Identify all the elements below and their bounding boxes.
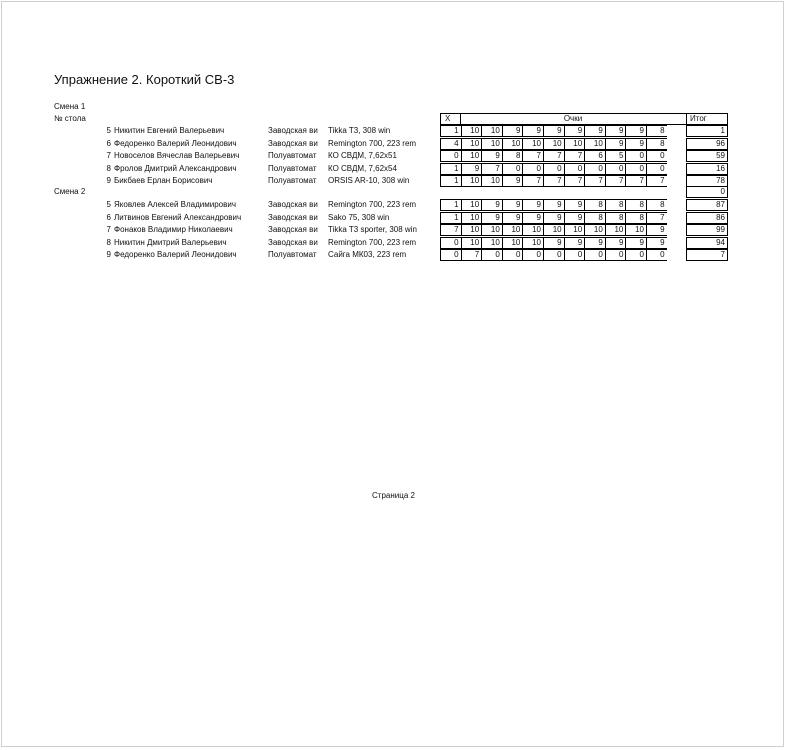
rifle-model: Remington 700, 223 rem [328,200,417,209]
shooter-name: Фролов Дмитрий Александрович [114,163,237,173]
score-cell: 9 [625,138,646,150]
score-cell: 10 [502,224,523,236]
score-cell: 10 [461,138,482,150]
score-cell: 10 [461,150,482,162]
score-cell: 0 [564,163,585,175]
score-cell: 8 [646,125,667,137]
table-number: 8 [106,163,111,173]
score-cell: 10 [564,138,585,150]
score-cell: 7 [605,175,626,187]
score-cell: 8 [625,199,646,211]
score-cell: 9 [461,163,482,175]
header-points: Очки [460,113,687,125]
total-cell: 1 [686,125,728,137]
x-count-cell: 0 [440,150,461,162]
table-row [0,138,787,150]
score-cell: 10 [461,224,482,236]
score-cell: 0 [584,249,605,261]
total-cell: 16 [686,163,728,175]
score-cell: 9 [564,212,585,224]
weapon-class: Полуавтомат [268,250,317,259]
score-cell: 0 [605,249,626,261]
weapon-class: Заводская ви [268,126,318,135]
score-cell: 0 [543,249,564,261]
weapon-class: Полуавтомат [268,163,317,173]
table-number: 7 [106,225,111,234]
score-cell: 10 [481,138,502,150]
score-cell: 8 [646,199,667,211]
x-count-cell: 1 [440,163,461,175]
score-cell: 9 [481,199,502,211]
total-cell: 96 [686,138,728,150]
score-cell: 8 [584,212,605,224]
x-count-cell: 1 [440,125,461,137]
score-cell: 9 [584,237,605,249]
page-number: Страница 2 [372,491,415,500]
shift2-label: Смена 2 [54,187,86,196]
score-cell: 7 [481,163,502,175]
score-cell: 8 [646,138,667,150]
score-cell: 9 [543,199,564,211]
x-count-cell: 0 [440,237,461,249]
score-cell: 9 [481,212,502,224]
score-cell: 9 [625,125,646,137]
page-title: Упражнение 2. Короткий СВ-3 [54,72,235,87]
shift2-header-row [0,186,787,198]
score-cell: 10 [625,224,646,236]
score-cell: 7 [522,175,543,187]
table-row [0,249,787,261]
rifle-model: Remington 700, 223 rem [328,237,417,247]
score-cell: 7 [564,150,585,162]
table-row [0,212,787,224]
score-cell: 5 [605,150,626,162]
score-cell: 10 [481,224,502,236]
score-cell: 0 [502,249,523,261]
score-cell: 0 [625,249,646,261]
score-cell: 9 [522,125,543,137]
score-cell: 10 [461,125,482,137]
score-cell: 7 [543,150,564,162]
score-cell: 10 [522,138,543,150]
table-number: 9 [106,176,111,185]
shift1-summary-total: 0 [686,186,728,198]
score-cell: 0 [481,249,502,261]
header-x: X [440,113,461,125]
x-count-cell: 1 [440,175,461,187]
table-number: 8 [106,237,111,247]
score-cell: 9 [625,237,646,249]
score-cell: 6 [584,150,605,162]
score-cell: 10 [481,175,502,187]
score-cell: 10 [502,138,523,150]
table-number: 7 [106,151,111,160]
table-row [0,125,787,137]
score-cell: 10 [461,212,482,224]
weapon-class: Заводская ви [268,212,318,222]
rifle-model: Tikka T3 sporter, 308 win [328,225,417,234]
score-cell: 10 [543,138,564,150]
score-cell: 10 [481,125,502,137]
weapon-class: Полуавтомат [268,151,317,160]
total-cell: 94 [686,237,728,249]
score-cell: 8 [502,150,523,162]
table-row [0,163,787,175]
total-cell: 59 [686,150,728,162]
shooter-name: Фонаков Владимир Николаевич [114,225,233,234]
rifle-model: Сайга МК03, 223 rem [328,250,407,259]
score-cell: 9 [584,125,605,137]
weapon-class: Заводская ви [268,225,318,234]
total-cell: 87 [686,199,728,211]
score-cell: 0 [646,249,667,261]
score-cell: 0 [625,150,646,162]
score-cell: 9 [502,175,523,187]
rifle-model: Tikka T3, 308 win [328,126,391,135]
score-cell: 0 [605,163,626,175]
score-cell: 9 [543,212,564,224]
score-cell: 7 [646,175,667,187]
shooter-name: Бикбаев Ерлан Борисович [114,176,213,185]
weapon-class: Заводская ви [268,200,318,209]
shooter-name: Никитин Дмитрий Валерьевич [114,237,227,247]
table-number: 5 [106,126,111,135]
score-cell: 9 [646,224,667,236]
table-row [0,237,787,249]
score-cell: 7 [584,175,605,187]
score-cell: 9 [564,237,585,249]
table-number: 6 [106,212,111,222]
rifle-model: КО СВДМ, 7,62x51 [328,151,397,160]
score-cell: 9 [564,125,585,137]
score-cell: 10 [543,224,564,236]
weapon-class: Заводская ви [268,138,318,148]
score-cell: 0 [646,150,667,162]
rifle-model: Sako 75, 308 win [328,212,390,222]
shooter-name: Федоренко Валерий Леонидович [114,250,237,259]
score-cell: 10 [481,237,502,249]
x-count-cell: 1 [440,199,461,211]
total-cell: 7 [686,249,728,261]
score-cell: 7 [646,212,667,224]
score-cell: 7 [461,249,482,261]
score-cell: 0 [543,163,564,175]
score-cell: 10 [584,224,605,236]
score-cell: 10 [461,175,482,187]
score-cell: 9 [543,237,564,249]
shooter-name: Никитин Евгений Валерьевич [114,126,225,135]
score-cell: 9 [502,125,523,137]
score-cell: 10 [584,138,605,150]
rifle-model: ORSIS AR-10, 308 win [328,176,410,185]
shift1-label: Смена 1 [54,102,86,111]
score-cell: 0 [625,163,646,175]
score-cell: 7 [564,175,585,187]
x-count-cell: 4 [440,138,461,150]
score-cell: 8 [625,212,646,224]
score-cell: 7 [522,150,543,162]
score-cell: 8 [584,199,605,211]
x-count-cell: 0 [440,249,461,261]
table-row [0,199,787,211]
score-cell: 9 [502,199,523,211]
score-cell: 9 [564,199,585,211]
x-count-cell: 1 [440,212,461,224]
score-cell: 9 [502,212,523,224]
score-cell: 0 [646,163,667,175]
score-cell: 0 [584,163,605,175]
score-cell: 10 [502,237,523,249]
score-cell: 7 [625,175,646,187]
table-number-label: № стола [54,114,86,123]
score-cell: 9 [522,212,543,224]
weapon-class: Заводская ви [268,237,318,247]
score-cell: 10 [522,237,543,249]
table-row [0,224,787,236]
score-cell: 0 [522,163,543,175]
score-cell: 10 [461,237,482,249]
shooter-name: Федоренко Валерий Леонидович [114,138,237,148]
score-cell: 0 [564,249,585,261]
shooter-name: Яковлев Алексей Владимирович [114,200,236,209]
score-cell: 9 [605,125,626,137]
score-cell: 8 [605,212,626,224]
header-total: Итог [686,113,728,125]
x-count-cell: 7 [440,224,461,236]
score-cell: 10 [564,224,585,236]
table-number: 5 [106,200,111,209]
score-cell: 8 [605,199,626,211]
score-cell: 9 [543,125,564,137]
score-cell: 0 [522,249,543,261]
score-cell: 7 [543,175,564,187]
score-cell: 10 [522,224,543,236]
rifle-model: Remington 700, 223 rem [328,138,417,148]
score-cell: 9 [481,150,502,162]
table-row [0,150,787,162]
shooter-name: Новоселов Вячеслав Валерьевич [114,151,240,160]
table-number: 6 [106,138,111,148]
score-cell: 10 [461,199,482,211]
score-cell: 10 [605,224,626,236]
score-cell: 9 [605,138,626,150]
total-cell: 86 [686,212,728,224]
shooter-name: Литвинов Евгений Александрович [114,212,242,222]
rifle-model: КО СВДМ, 7,62x54 [328,163,397,173]
score-cell: 0 [502,163,523,175]
table-number: 9 [106,250,111,259]
score-cell: 9 [605,237,626,249]
score-cell: 9 [646,237,667,249]
score-cell: 9 [522,199,543,211]
weapon-class: Полуавтомат [268,176,317,185]
total-cell: 99 [686,224,728,236]
total-cell: 78 [686,175,728,187]
